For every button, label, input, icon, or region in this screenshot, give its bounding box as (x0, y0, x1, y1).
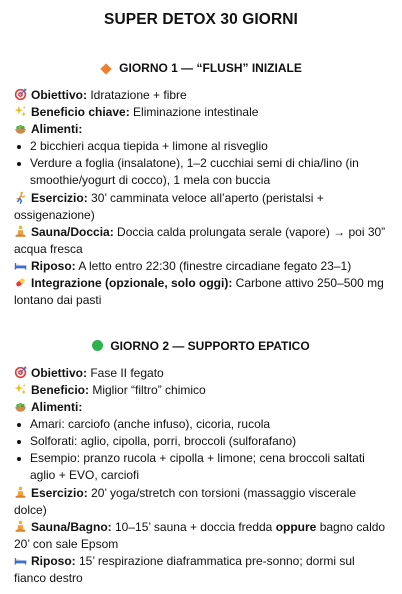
day1-rest-value: A letto entro 22:30 (finestre circadiane fegato 23–1) (75, 259, 352, 273)
day1-foods-list (14, 138, 388, 189)
day2-objective-label: Obiettivo: (31, 366, 87, 380)
day1-exercise-label: Esercizio: (31, 191, 88, 205)
day1-objective-value: Idratazione + fibre (87, 88, 187, 102)
day2-exercise (14, 485, 388, 519)
day2-benefit-value: Miglior “filtro” chimico (89, 383, 206, 397)
day1-benefit-value: Eliminazione intestinale (129, 105, 259, 119)
list-item: Amari: carciofo (anche infuso), cicoria, rucola (14, 416, 388, 433)
day2-rest (14, 553, 388, 587)
day1-supplement-label: Integrazione (opzionale, solo oggi): (31, 276, 233, 290)
day1-supplement-value: Carbone attivo 250–500 mg lontano dai pasti (14, 276, 384, 307)
day1-exercise (14, 190, 388, 224)
day2-header (14, 338, 388, 354)
person-meditating-icon (14, 486, 27, 499)
day2-benefit (14, 382, 388, 399)
day1-header-text: GIORNO 1 — “FLUSH” INIZIALE (119, 61, 302, 75)
runner-icon (14, 191, 27, 204)
salad-bowl-icon (14, 122, 27, 135)
day1-foods-heading (14, 121, 388, 138)
day2-sauna-value-post: bagno caldo 20’ con sale Epsom (14, 520, 386, 551)
day1-foods-label: Alimenti: (31, 122, 83, 136)
day1-exercise-value: 30’ camminata veloce all’aperto (peristalsi + ossigenazione) (14, 191, 324, 222)
list-item: Solforati: aglio, cipolla, porri, broccoli (sulforafano) (14, 433, 388, 450)
day2-section (14, 365, 388, 587)
day2-benefit-label: Beneficio: (31, 383, 90, 397)
day1-benefit (14, 104, 388, 121)
day1-header (14, 60, 388, 76)
bed-icon (14, 554, 27, 567)
day2-rest-value: 15’ respirazione diaframmatica pre-sonno; dormi sul fianco destro (14, 554, 355, 585)
day2-objective (14, 365, 388, 382)
day1-sauna-label: Sauna/Doccia: (31, 225, 114, 239)
salad-bowl-icon (14, 400, 27, 413)
day2-objective-value: Fase II fegato (87, 366, 164, 380)
day1-sauna-value: Doccia calda prolungata serale (vapore) → poi 30” acqua fresca (14, 225, 386, 256)
day1-objective-label: Obiettivo: (31, 88, 87, 102)
day1-objective (14, 87, 388, 104)
day2-foods-list (14, 416, 388, 484)
target-icon (14, 366, 27, 379)
day1-supplement (14, 275, 388, 309)
person-meditating-icon (14, 520, 27, 533)
document-title: SUPER DETOX 30 GIORNI (104, 11, 298, 28)
day2-sauna-label: Sauna/Bagno: (31, 520, 112, 534)
list-item: Verdure a foglia (insalatone), 1–2 cucchiai semi di chia/lino (in smoothie/yogurt di cocco), 1 mela con buccia (14, 155, 388, 189)
day2-sauna (14, 519, 388, 553)
pill-icon (14, 276, 27, 289)
day2-exercise-value: 20’ yoga/stretch con torsioni (massaggio viscerale dolce) (14, 486, 357, 517)
green-circle-icon (92, 340, 103, 351)
day1-section (14, 87, 388, 309)
list-item: Esempio: pranzo rucola + cipolla + limone; cena broccoli saltati aglio + EVO, carciofi (14, 450, 388, 484)
day1-sauna (14, 224, 388, 258)
person-meditating-icon (14, 225, 27, 238)
day2-sauna-value-pre: 10–15’ sauna + doccia fredda (111, 520, 276, 534)
day2-foods-label: Alimenti: (31, 400, 83, 414)
day2-header-text: GIORNO 2 — SUPPORTO EPATICO (110, 339, 310, 353)
orange-diamond-icon (100, 63, 111, 74)
sparkles-icon (14, 383, 27, 396)
day2-sauna-value-emphasis: oppure (275, 520, 317, 534)
list-item: 2 bicchieri acqua tiepida + limone al risveglio (14, 138, 388, 155)
day1-rest (14, 258, 388, 275)
day1-benefit-label: Beneficio chiave: (31, 105, 130, 119)
bed-icon (14, 259, 27, 272)
day2-rest-label: Riposo: (31, 554, 76, 568)
target-icon (14, 88, 27, 101)
day1-rest-label: Riposo: (31, 259, 76, 273)
day2-foods-heading (14, 399, 388, 416)
day2-exercise-label: Esercizio: (31, 486, 88, 500)
sparkles-icon (14, 105, 27, 118)
